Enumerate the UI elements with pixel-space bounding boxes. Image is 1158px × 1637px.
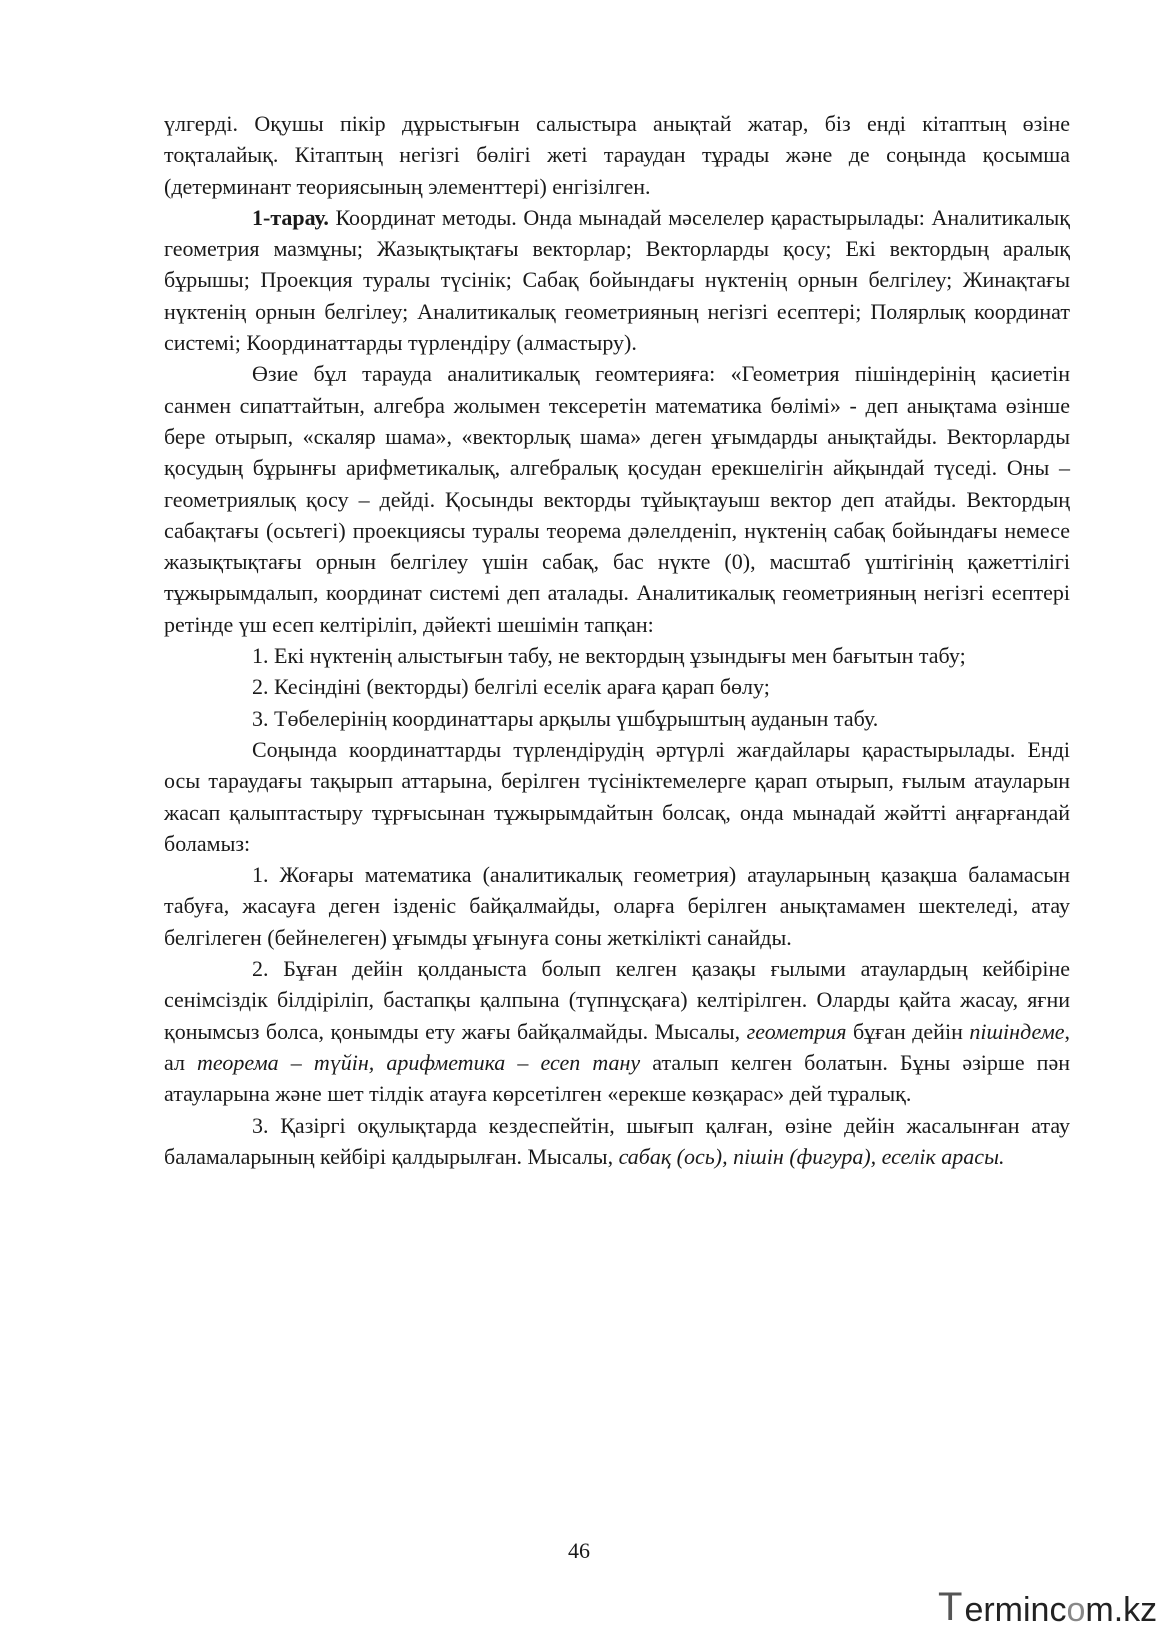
paragraph-conclusion: Соңында координаттарды түрлендірудің әртүрлі жағдайлары қарастырылады. Енді осы тараудағы тақырып аттарына, берілген түсініктемелерге қарап отырып, ғылым атауларын жасап қалыптастыру тұрғысынан тұжырымдайтын болсақ, онда мынадай жәйтті аңғарғандай боламыз:	[164, 736, 1070, 856]
observation-2-text-d: аталып келген болатын. Бұны әзірше пән атауларына және шет тілдік атауға көрсетілген «ерекше көзқарас» дей тұралық.	[164, 1049, 1070, 1107]
chapter-1-topics: Координат методы. Онда мынадай мәселелер қарастырылады: Аналитикалық геометрия мазмұны; Жазықтықтағы векторлар; Векторларды қосу; Екі вектордың аралық бұрышы; Проекция туралы түсінік; Сабақ бойындағы нүктенің орнын белгілеу; Жинақтағы нүктенің орнын белгілеу; Аналитикалық геометрияның негізгі есептері; Полярлық координат системі; Координаттарды түрлендіру (алмастыру).	[164, 204, 1070, 356]
logo-letter-t: T	[938, 1585, 963, 1629]
page-number: 46	[568, 1538, 590, 1563]
list-item-2: 2. Кесіндіні (векторды) белгілі еселік араға қарап бөлу;	[252, 674, 770, 700]
logo-letter-o: o	[1066, 1591, 1086, 1629]
list-item-1: 1. Екі нүктенің алыстығын табу, не вектордың ұзындығы мен бағытын табу;	[252, 643, 966, 669]
term-pishindeme: пішіндеме	[969, 1018, 1065, 1044]
list-item-3: 3. Төбелерінің координаттары арқылы үшбұрыштың ауданын табу.	[252, 705, 879, 731]
observation-2	[164, 953, 1070, 1109]
term-geometry: геометрия	[746, 1018, 847, 1044]
paragraph-intro: үлгерді. Оқушы пікір дұрыстығын салыстыра анықтай жатар, біз енді кітаптың өзіне тоқталайық. Кітаптың негізгі бөлігі жеті тараудан тұрады және де соңында қосымша (детерминант теориясының элементтері) енгізілген.	[164, 111, 1070, 199]
observation-3	[164, 1110, 1070, 1173]
logo-text-part1: erminc	[964, 1591, 1067, 1629]
paragraph-chapter-summary: Өзие бұл тарауда аналитикалық геомтерияға: «Геометрия пішіндерінің қасиетін санмен сипаттайтын, алгебра жолымен тексеретін математика бөлімі» - деп анықтама өзінше бере отырып, «скаляр шама», «векторлық шама» деген ұғымдарды анықтайды. Векторларды қосудың бұрынғы арифметикалық, алгебралық қосудан ерекшелігін айқындай түседі. Оны – геометриялық қосу – дейді. Қосынды векторды тұйықтауыш вектор деп атайды. Вектордың сабақтағы (осьтегі) проекциясы туралы теорема дәлелденіп, нүктенің сабақ бойындағы немесе жазықтықтағы орнын белгілеу үшін сабақ, бас нүкте (0), масштаб үштігінің қажеттілігі тұжырымдалып, координат системі деп аталады. Аналитикалық геометрияның негізгі есептері ретінде үш есеп келтіріліп, дәйекті шешімін тапқан:	[164, 361, 1070, 637]
term-examples: сабақ (ось), пішін (фигура), еселік арасы.	[618, 1143, 1005, 1169]
chapter-heading: 1-тарау.	[252, 204, 329, 230]
observation-2-text-c: , ал	[164, 1018, 1070, 1075]
observation-2-text-b: бұған дейін	[846, 1018, 970, 1044]
observation-3-text: 3. Қазіргі оқулықтарда кездеспейтін, шығып қалған, өзіне дейін жасалынған атау баламаларының кейбірі қалдырылған. Мысалы,	[164, 1112, 1070, 1169]
observation-2-text-a: 2. Бұған дейін қолданыста болып келген қазақы ғылыми атаулардың кейбіріне сенімсіздік білдіріліп, бастапқы қалпына (түпнұсқаға) келтірілген. Оларды қайта жасау, яғни қонымсыз болса, қонымды ету жағы байқалмайды. Мысалы,	[164, 956, 1070, 1044]
logo-text-part2: m.kz	[1085, 1591, 1158, 1629]
paragraph-chapter-1	[164, 202, 1070, 358]
observation-1: 1. Жоғары математика (аналитикалық геометрия) атауларының қазақша баламасын табуға, жасауға деген ізденіс байқалмайды, оларға берілген анықтамамен шектеледі, атау белгілеген (бейнелеген) ұғымды ұғынуға соны жеткілікті санайды.	[164, 862, 1070, 950]
term-theorem-arithmetic: теорема – түйін, арифметика – есеп тану	[197, 1049, 641, 1075]
site-logo	[938, 1585, 1158, 1630]
document-body	[164, 108, 1070, 1172]
